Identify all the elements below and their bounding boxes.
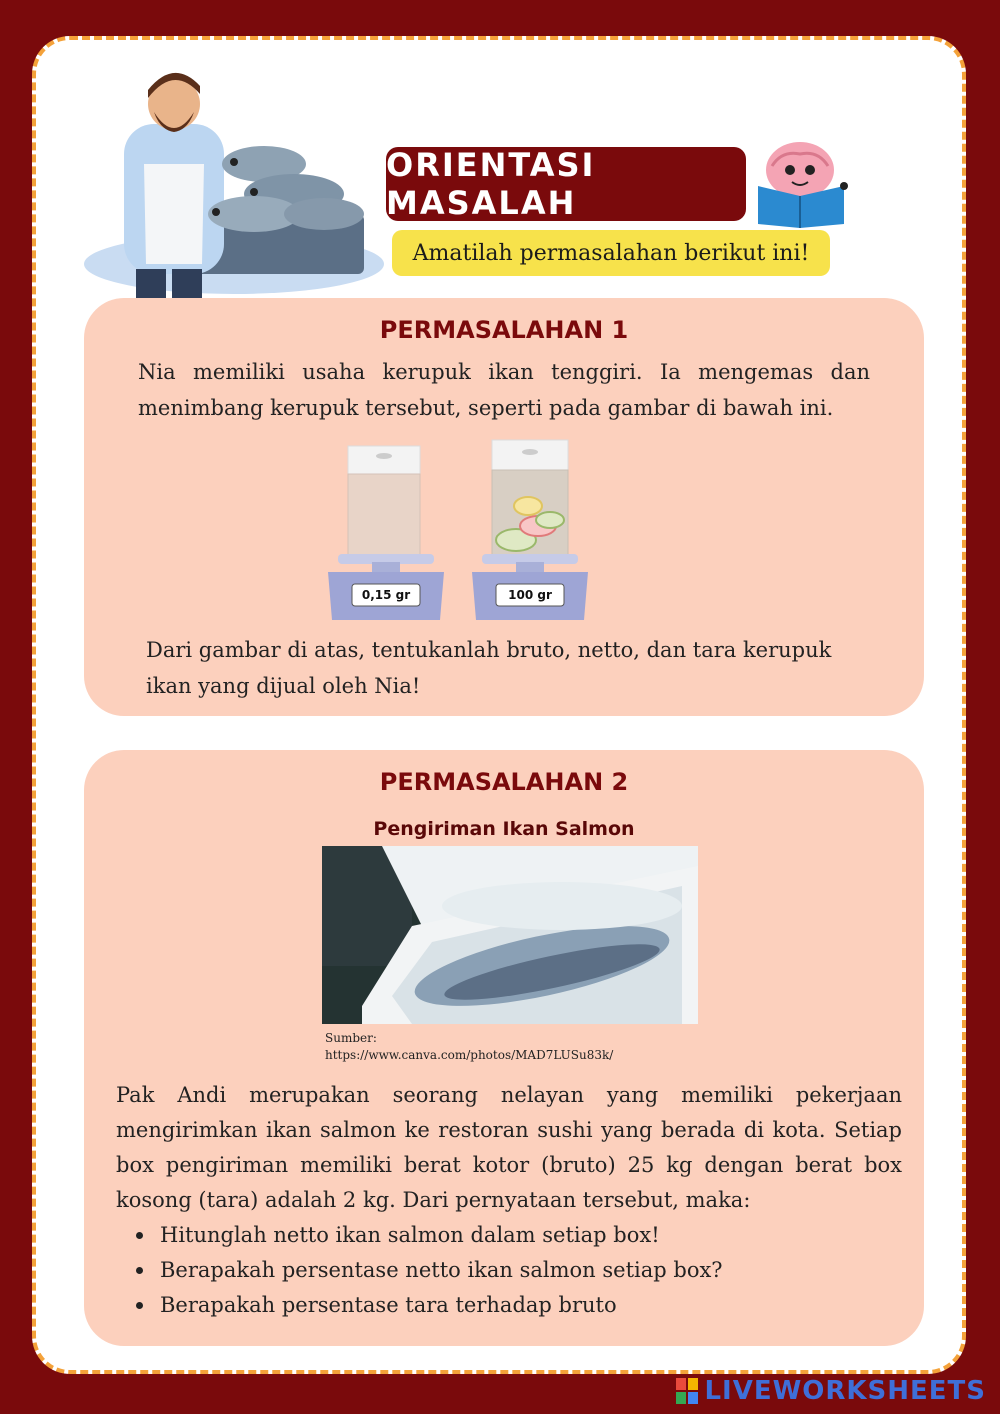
- problem-1-question: Dari gambar di atas, tentukanlah bruto, netto, dan tara kerupuk ikan yang dijual oleh Nia!: [146, 638, 832, 698]
- brain-mascot-icon: [752, 130, 852, 230]
- list-item: Berapakah persentase netto ikan salmon setiap box?: [160, 1253, 723, 1288]
- problem-2-story: Pak Andi merupakan seorang nelayan yang memiliki pekerjaan mengirimkan ikan salmon ke restoran sushi yang berada di kota. Setiap box pengiriman memiliki berat kotor (bruto) 25 kg dengan berat box kosong (tara) adalah 2 kg. Dari pernyataan tersebut, maka:: [116, 1083, 902, 1212]
- problem-1-intro: Nia memiliki usaha kerupuk ikan tenggiri. Ia mengemas dan menimbang kerupuk tersebut, seperti pada gambar di bawah ini.: [138, 360, 870, 420]
- liveworksheets-logo[interactable]: [676, 1376, 986, 1406]
- fishmonger-illustration: [84, 64, 384, 300]
- source-label: Sumber:: [325, 1031, 377, 1045]
- footer-brand: LIVEWORKSHEETS: [704, 1376, 986, 1406]
- instruction-text: Amatilah permasalahan berikut ini!: [412, 240, 810, 266]
- scale-full-readout: 100 gr: [508, 588, 552, 602]
- scale-empty-readout: 0,15 gr: [361, 588, 411, 602]
- problem-2-heading: PERMASALAHAN 2: [379, 768, 629, 796]
- salmon-box-photo: [322, 846, 698, 1024]
- list-item: Hitunglah netto ikan salmon dalam setiap box!: [160, 1218, 723, 1253]
- question-list: [116, 1218, 723, 1323]
- list-item: Berapakah persentase tara terhadap bruto: [160, 1288, 723, 1323]
- instruction-banner: [392, 230, 830, 276]
- scales-illustration: [318, 436, 608, 626]
- image-source: [325, 1030, 613, 1064]
- live-logo-icon: [676, 1378, 698, 1404]
- problem-1-heading: PERMASALAHAN 1: [379, 316, 629, 344]
- section-title-box: [386, 147, 746, 221]
- image-caption: Pengiriman Ikan Salmon: [373, 818, 635, 840]
- section-title: ORIENTASI MASALAH: [386, 146, 596, 222]
- source-link[interactable]: https://www.canva.com/photos/MAD7LUSu83k/: [325, 1048, 614, 1062]
